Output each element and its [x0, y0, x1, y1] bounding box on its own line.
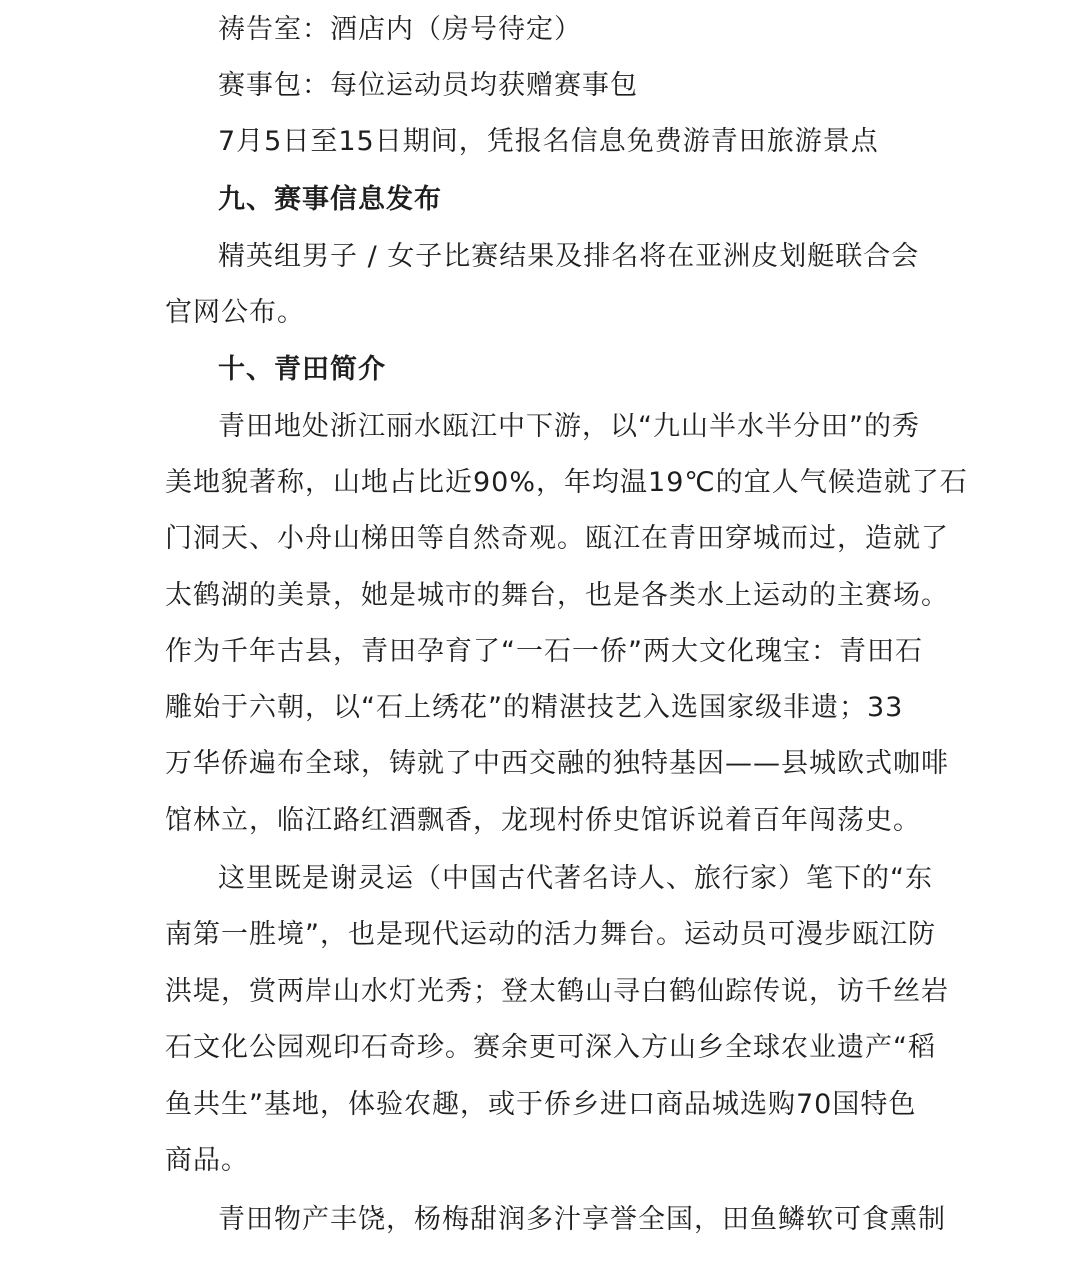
text-line-race-pack: 赛事包：每位运动员均获赠赛事包 — [218, 70, 638, 101]
paragraph-line: 馆林立，临江路红酒飘香，龙现村侨史馆诉说着百年闯荡史。 — [165, 805, 921, 836]
paragraph-line: 商品。 — [165, 1145, 249, 1176]
text-line-prayer-room: 祷告室：酒店内（房号待定） — [218, 14, 582, 45]
paragraph-line: 南第一胜境”，也是现代运动的活力舞台。运动员可漫步瓯江防 — [165, 919, 936, 950]
section-heading-9: 九、赛事信息发布 — [218, 184, 442, 215]
paragraph-line: 门洞天、小舟山梯田等自然奇观。瓯江在青田穿城而过，造就了 — [165, 523, 949, 554]
paragraph-line: 作为千年古县，青田孕育了“一石一侨”两大文化瑰宝：青田石 — [165, 636, 923, 667]
text-line-results-1: 精英组男子 / 女子比赛结果及排名将在亚洲皮划艇联合会 — [218, 241, 920, 272]
paragraph-line: 洪堤，赏两岸山水灯光秀；登太鹤山寻白鹤仙踪传说，访千丝岩 — [165, 976, 949, 1007]
paragraph-line: 青田地处浙江丽水瓯江中下游，以“九山半水半分田”的秀 — [218, 411, 920, 442]
section-heading-10: 十、青田简介 — [218, 354, 386, 385]
paragraph-line: 这里既是谢灵运（中国古代著名诗人、旅行家）笔下的“东 — [218, 863, 933, 894]
paragraph-line: 雕始于六朝，以“石上绣花”的精湛技艺入选国家级非遗；33 — [165, 692, 904, 723]
paragraph-line: 鱼共生”基地，体验农趣，或于侨乡进口商品城选购70国特色 — [165, 1089, 917, 1120]
text-line-free-tour: 7月5日至15日期间，凭报名信息免费游青田旅游景点 — [218, 126, 879, 157]
paragraph-line: 万华侨遍布全球，铸就了中西交融的独特基因——县城欧式咖啡 — [165, 748, 949, 779]
paragraph-line: 美地貌著称，山地占比近90%，年均温19℃的宜人气候造就了石 — [165, 467, 968, 498]
text-line-results-2: 官网公布。 — [165, 297, 305, 328]
paragraph-line: 石文化公园观印石奇珍。赛余更可深入方山乡全球农业遗产“稻 — [165, 1032, 936, 1063]
paragraph-line: 青田物产丰饶，杨梅甜润多汁享誉全国，田鱼鳞软可食熏制 — [218, 1204, 946, 1235]
paragraph-line: 太鹤湖的美景，她是城市的舞台，也是各类水上运动的主赛场。 — [165, 580, 949, 611]
